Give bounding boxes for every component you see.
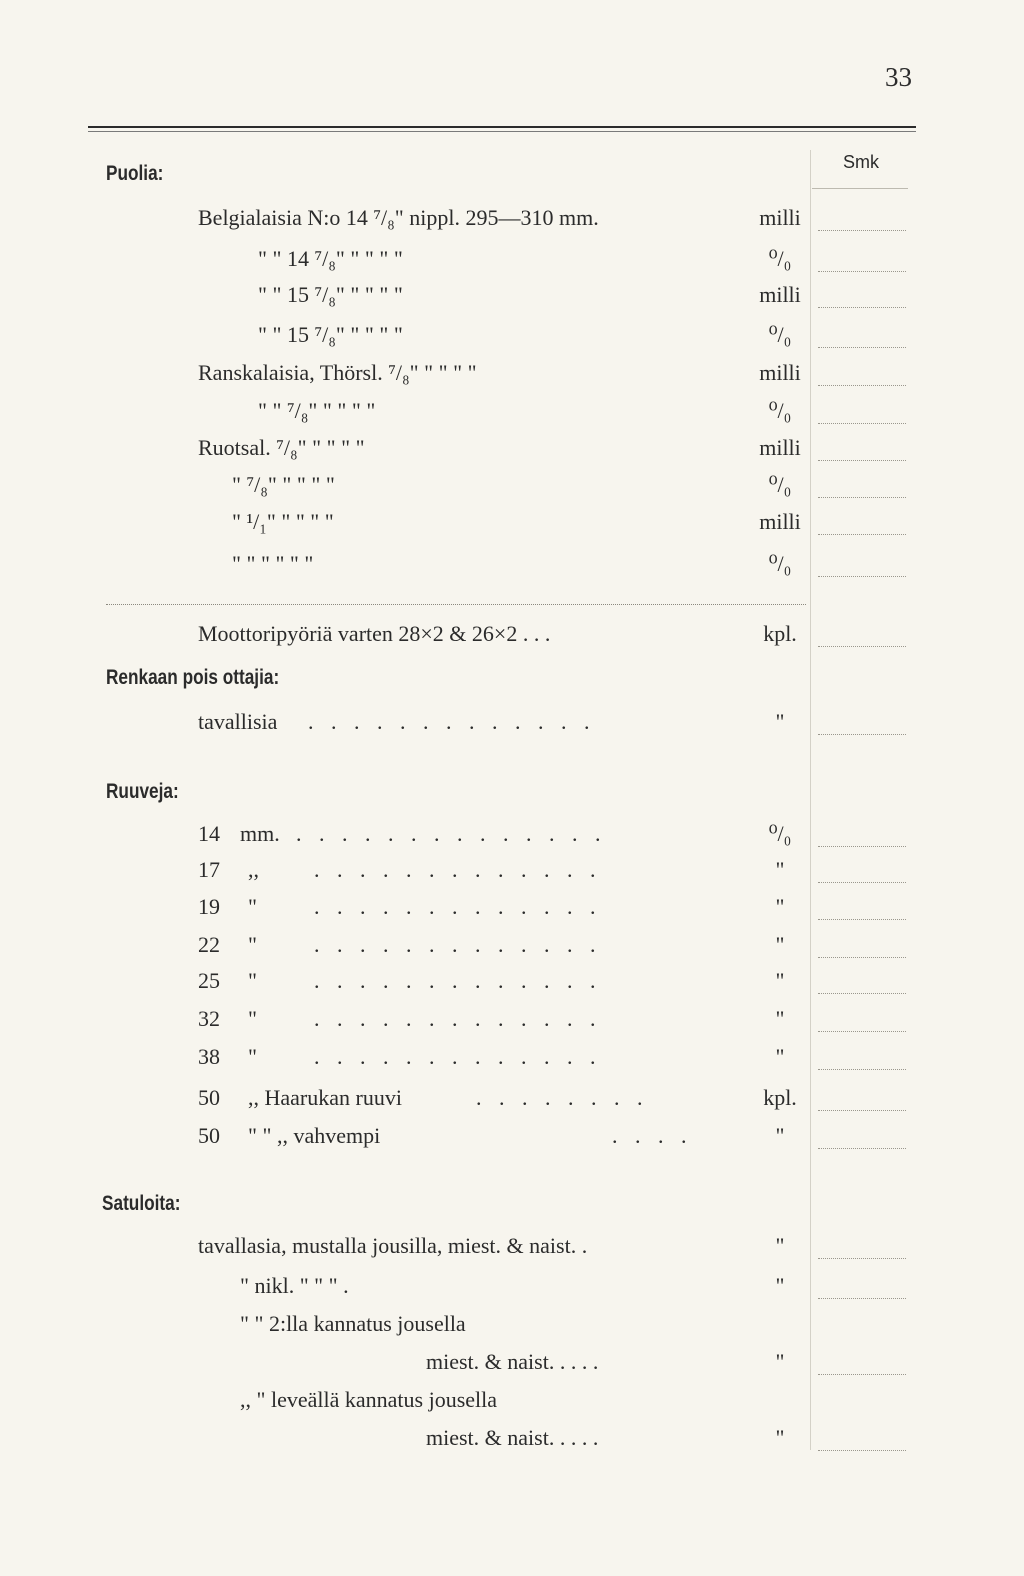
row-label: " " 15 ⁷/₈" " " " " xyxy=(258,322,403,347)
row-unit: ⁰/₀ xyxy=(768,246,792,271)
table-row xyxy=(0,393,1024,429)
screw-desc: " xyxy=(248,1044,257,1069)
table-row xyxy=(0,852,1024,888)
row-unit: ⁰/₀ xyxy=(768,821,792,846)
row-label: " " " " " " xyxy=(232,551,314,576)
table-row xyxy=(0,616,1024,652)
row-label: " " 2:lla kannatus jousella xyxy=(240,1311,466,1336)
table-row xyxy=(0,704,1024,740)
row-unit: ⁰/₀ xyxy=(768,322,792,347)
dot-leaders: . . . . . . . . . . . . . xyxy=(314,1044,602,1069)
dot-leaders: . . . . . . . . . . . . . xyxy=(308,709,596,734)
dot-leaders: . . . . xyxy=(612,1123,693,1148)
section-heading-ruuveja: Ruuveja: xyxy=(106,780,179,803)
dot-leaders: . . . . . . . . . . . . . xyxy=(314,894,602,919)
table-row xyxy=(0,1306,1024,1342)
price-field xyxy=(818,423,906,424)
price-field xyxy=(818,1374,906,1375)
row-label: tavallisia xyxy=(198,709,278,734)
screw-size: 22 xyxy=(198,932,220,957)
table-row xyxy=(0,889,1024,925)
table-row xyxy=(0,317,1024,353)
row-label: miest. & naist. . . . . xyxy=(426,1425,599,1450)
table-row xyxy=(0,1118,1024,1154)
row-label: " " 15 ⁷/₈" " " " " xyxy=(258,282,403,307)
row-unit: milli xyxy=(759,205,801,230)
price-field xyxy=(818,271,906,272)
dot-leaders: . . . . . . . . xyxy=(476,1085,649,1110)
price-field xyxy=(818,497,906,498)
table-row xyxy=(0,1382,1024,1418)
screw-desc: " xyxy=(248,932,257,957)
price-field xyxy=(818,993,906,994)
screw-desc: " xyxy=(248,968,257,993)
table-row xyxy=(0,1080,1024,1116)
row-label: Ruotsal. ⁷/₈" " " " " xyxy=(198,435,365,460)
screw-desc: " " ,, vahvempi xyxy=(248,1123,381,1148)
price-field xyxy=(818,307,906,308)
table-row xyxy=(0,355,1024,391)
row-unit: " xyxy=(775,709,785,734)
row-unit: ⁰/₀ xyxy=(768,472,792,497)
row-unit: " xyxy=(775,1273,785,1298)
row-unit: ⁰/₀ xyxy=(768,398,792,423)
screw-size: 17 xyxy=(198,857,220,882)
row-label: " ¹/₁" " " " " xyxy=(232,509,334,534)
screw-size: 50 xyxy=(198,1123,220,1148)
price-field xyxy=(818,1298,906,1299)
row-label: " ⁷/₈" " " " " xyxy=(232,472,335,497)
row-label: Ranskalaisia, Thörsl. ⁷/₈" " " " " xyxy=(198,360,477,385)
table-row xyxy=(0,1039,1024,1075)
price-field xyxy=(818,1031,906,1032)
table-row xyxy=(0,1268,1024,1304)
table-row xyxy=(0,467,1024,503)
row-unit: ⁰/₀ xyxy=(768,551,792,576)
table-row xyxy=(0,816,1024,852)
dot-leaders: . . . . . . . . . . . . . xyxy=(314,968,602,993)
screw-size: 19 xyxy=(198,894,220,919)
row-unit: " xyxy=(775,968,785,993)
header-rule-thin xyxy=(88,131,916,132)
screw-desc: ,, xyxy=(248,857,259,882)
table-row xyxy=(0,1001,1024,1037)
price-field xyxy=(818,1450,906,1451)
row-unit: milli xyxy=(759,509,801,534)
screw-desc: mm. xyxy=(240,821,280,846)
row-unit: " xyxy=(775,932,785,957)
price-field xyxy=(818,919,906,920)
row-label: Belgialaisia N:o 14 ⁷/₈" nippl. 295—310 mm. xyxy=(198,205,599,230)
price-header-underline xyxy=(812,188,908,189)
price-field xyxy=(818,1148,906,1149)
table-row xyxy=(0,430,1024,466)
table-row xyxy=(0,1420,1024,1456)
section-heading-renkaan: Renkaan pois ottajia: xyxy=(106,666,280,689)
price-field xyxy=(818,846,906,847)
row-label: ,, " leveällä kannatus jousella xyxy=(240,1387,498,1412)
row-unit: kpl. xyxy=(763,1085,797,1110)
price-field xyxy=(818,957,906,958)
header-rule xyxy=(88,126,916,128)
table-row xyxy=(0,927,1024,963)
table-row xyxy=(0,963,1024,999)
price-field xyxy=(818,576,906,577)
row-unit: " xyxy=(775,1123,785,1148)
screw-desc: " xyxy=(248,1006,257,1031)
row-unit: " xyxy=(775,1425,785,1450)
row-unit: " xyxy=(775,1044,785,1069)
row-unit: " xyxy=(775,1006,785,1031)
screw-size: 32 xyxy=(198,1006,220,1031)
row-label: tavallasia, mustalla jousilla, miest. & naist. . xyxy=(198,1233,588,1258)
price-field xyxy=(818,347,906,348)
dot-leaders: . . . . . . . . . . . . . xyxy=(314,857,602,882)
screw-size: 25 xyxy=(198,968,220,993)
price-column-header: Smk xyxy=(843,152,879,172)
table-row xyxy=(0,546,1024,582)
row-unit: kpl. xyxy=(763,621,797,646)
screw-size: 38 xyxy=(198,1044,220,1069)
price-field xyxy=(818,1258,906,1259)
table-row xyxy=(0,504,1024,540)
price-field xyxy=(818,230,906,231)
section-heading-puolia: Puolia: xyxy=(106,162,164,185)
section-divider xyxy=(106,604,806,605)
dot-leaders: . . . . . . . . . . . . . . xyxy=(296,821,607,846)
price-field xyxy=(818,882,906,883)
screw-desc: ,, Haarukan ruuvi xyxy=(248,1085,402,1110)
row-unit: milli xyxy=(759,435,801,460)
price-field xyxy=(818,1110,906,1111)
row-label: " " ⁷/₈" " " " " xyxy=(258,398,376,423)
page-number: 33 xyxy=(885,62,912,92)
row-unit: milli xyxy=(759,282,801,307)
table-row xyxy=(0,277,1024,313)
price-field xyxy=(818,460,906,461)
price-field xyxy=(818,534,906,535)
row-label: Moottoripyöriä varten 28×2 & 26×2 . . . xyxy=(198,621,551,646)
screw-size: 50 xyxy=(198,1085,220,1110)
price-field xyxy=(818,734,906,735)
table-row xyxy=(0,241,1024,277)
row-unit: " xyxy=(775,857,785,882)
table-row xyxy=(0,200,1024,236)
price-field xyxy=(818,385,906,386)
row-unit: milli xyxy=(759,360,801,385)
row-unit: " xyxy=(775,1233,785,1258)
price-field xyxy=(818,646,906,647)
price-field xyxy=(818,1069,906,1070)
row-unit: " xyxy=(775,1349,785,1374)
row-unit: " xyxy=(775,894,785,919)
dot-leaders: . . . . . . . . . . . . . xyxy=(314,1006,602,1031)
row-label: " " 14 ⁷/₈" " " " " xyxy=(258,246,403,271)
screw-size: 14 xyxy=(198,821,220,846)
row-label: " nikl. " " " . xyxy=(240,1273,349,1298)
section-heading-satuloita: Satuloita: xyxy=(102,1192,181,1215)
table-row xyxy=(0,1228,1024,1264)
screw-desc: " xyxy=(248,894,257,919)
dot-leaders: . . . . . . . . . . . . . xyxy=(314,932,602,957)
table-row xyxy=(0,1344,1024,1380)
row-label: miest. & naist. . . . . xyxy=(426,1349,599,1374)
